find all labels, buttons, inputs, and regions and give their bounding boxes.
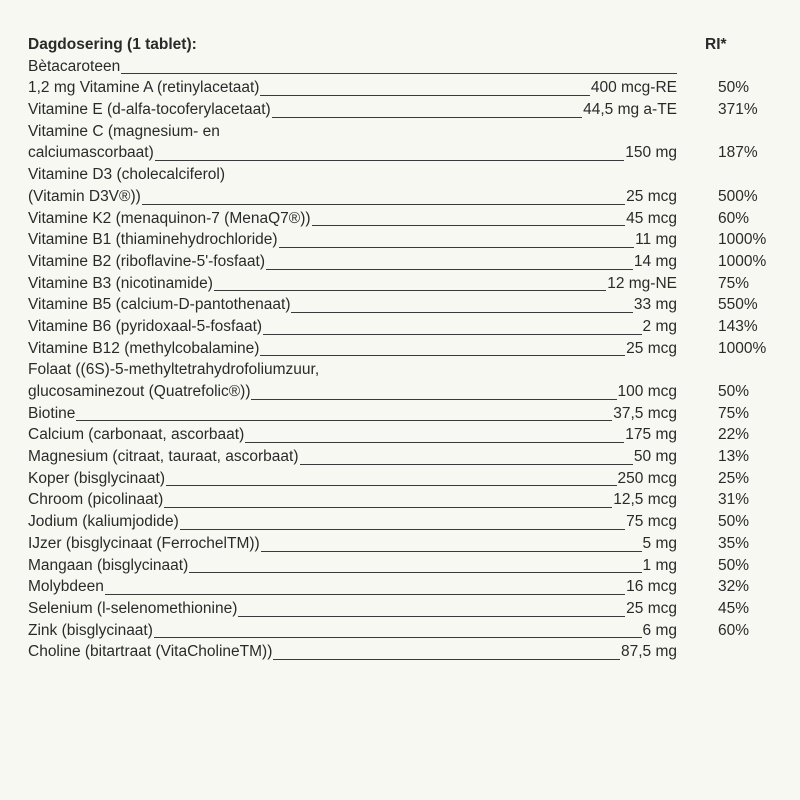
nutrient-row-line (28, 489, 778, 511)
nutrient-row-line (28, 403, 778, 425)
nutrient-name: IJzer (bisglycinaat (FerrochelTM)) (28, 533, 261, 555)
nutrient-name: 1,2 mg Vitamine A (retinylacetaat) (28, 77, 260, 99)
nutrient-row-line (28, 576, 778, 598)
nutrient-row-line (28, 99, 778, 121)
nutrient-amount: 12 mg-NE (606, 273, 677, 295)
nutrient-name: Zink (bisglycinaat) (28, 620, 154, 642)
nutrient-name: Vitamine B3 (nicotinamide) (28, 273, 214, 295)
nutrient-name: Mangaan (bisglycinaat) (28, 555, 189, 577)
ri-percentage: 32% (718, 578, 750, 596)
nutrient-row-line (28, 511, 778, 533)
nutrient-name: Biotine (28, 403, 76, 425)
nutrient-amount: 400 mcg-RE (590, 77, 677, 99)
nutrient-name: Selenium (l-selenomethionine) (28, 598, 238, 620)
nutrient-amount: 75 mcg (625, 511, 677, 533)
nutrient-amount: 11 mg (634, 229, 677, 251)
ri-percentage: 45% (718, 599, 750, 617)
nutrient-amount: 1 mg (642, 555, 677, 577)
nutrient-row-line (28, 468, 778, 490)
nutrient-name: Vitamine B5 (calcium-D-pantothenaat) (28, 294, 291, 316)
nutrient-name: Vitamine B12 (methylcobalamine) (28, 338, 260, 360)
ri-percentage: 50% (718, 513, 750, 531)
nutrient-amount: 2 mg (642, 316, 677, 338)
nutrient-amount: 25 mcg (625, 186, 677, 208)
nutrient-row-line (28, 208, 778, 230)
nutrient-name: Vitamine K2 (menaquinon-7 (MenaQ7®)) (28, 208, 312, 230)
nutrient-amount: 45 mcg (625, 208, 677, 230)
ri-column-header: RI* (705, 36, 727, 53)
ri-percentage: 13% (718, 448, 750, 466)
nutrient-row-line (28, 555, 778, 577)
ri-percentage: 50% (718, 556, 750, 574)
nutrient-row-line (28, 142, 778, 164)
nutrient-row-line (28, 251, 778, 273)
nutrient-row-line (28, 229, 778, 251)
nutrient-name: Magnesium (citraat, tauraat, ascorbaat) (28, 446, 300, 468)
nutrient-row-line (28, 381, 778, 403)
nutrient-row-line (28, 446, 778, 468)
nutrient-amount: 100 mcg (617, 381, 677, 403)
nutrient-amount: 25 mcg (625, 598, 677, 620)
dosage-title: Dagdosering (1 tablet): (28, 34, 198, 56)
nutrient-amount: 14 mg (633, 251, 677, 273)
leader-line (28, 73, 677, 74)
nutrient-row-line (28, 359, 778, 381)
nutrient-name: Vitamine E (d-alfa-tocoferylacetaat) (28, 99, 272, 121)
ri-percentage: 1000% (718, 231, 767, 249)
ri-percentage: 60% (718, 621, 750, 639)
nutrient-row-line (28, 533, 778, 555)
nutrient-row-line (28, 641, 778, 663)
nutrient-name: Koper (bisglycinaat) (28, 468, 166, 490)
nutrient-row-line (28, 273, 778, 295)
nutrient-row-line (28, 316, 778, 338)
dosage-panel (28, 34, 778, 663)
nutrient-name: Vitamine B2 (riboflavine-5'-fosfaat) (28, 251, 266, 273)
ri-percentage: 143% (718, 317, 758, 335)
nutrient-name: Choline (bitartraat (VitaCholineTM)) (28, 641, 273, 663)
ri-percentage: 1000% (718, 339, 767, 357)
nutrient-amount: 33 mg (633, 294, 677, 316)
nutrient-row-line (28, 56, 778, 78)
ri-percentage: 50% (718, 383, 750, 400)
nutrient-name: Vitamine D3 (cholecalciferol) (28, 164, 226, 186)
ri-percentage: 1000% (718, 252, 767, 270)
nutrient-row-line (28, 294, 778, 316)
nutrient-name: Bètacaroteen (28, 56, 121, 78)
nutrient-amount: 6 mg (642, 620, 677, 642)
nutrient-name: (Vitamin D3V®)) (28, 186, 142, 208)
ri-percentage: 60% (718, 209, 750, 227)
nutrient-name: Folaat ((6S)-5-methyltetrahydrofoliumzuur, (28, 359, 320, 381)
nutrient-row-line (28, 186, 778, 208)
header-row (28, 34, 778, 56)
nutrient-amount: 37,5 mcg (612, 403, 677, 425)
ri-percentage: 31% (718, 491, 750, 509)
nutrient-row-line (28, 598, 778, 620)
nutrient-name: Chroom (picolinaat) (28, 489, 164, 511)
nutrient-amount: 44,5 mg a-TE (582, 99, 677, 121)
nutrient-row-line (28, 620, 778, 642)
nutrient-row-line (28, 121, 778, 143)
nutrient-row-line (28, 77, 778, 99)
ri-percentage: 75% (718, 274, 750, 292)
ri-percentage: 550% (718, 296, 758, 314)
nutrient-row-line (28, 338, 778, 360)
nutrient-amount: 50 mg (633, 446, 677, 468)
leader-line (28, 420, 677, 421)
nutrient-amount: 5 mg (642, 533, 677, 555)
nutrient-amount: 25 mcg (625, 338, 677, 360)
nutrient-amount: 175 mg (624, 424, 677, 446)
ri-percentage: 75% (718, 404, 750, 422)
ri-percentage: 187% (718, 144, 758, 162)
nutrient-name: Jodium (kaliumjodide) (28, 511, 180, 533)
nutrient-list (28, 56, 778, 663)
leader-line (28, 594, 677, 595)
nutrient-row-line (28, 424, 778, 446)
nutrient-name: Vitamine C (magnesium- en (28, 121, 221, 143)
ri-percentage: 50% (718, 79, 750, 97)
nutrient-row-line (28, 164, 778, 186)
nutrient-amount: 250 mcg (617, 468, 677, 490)
nutrient-amount: 87,5 mg (620, 641, 677, 663)
nutrient-name: Vitamine B1 (thiaminehydrochloride) (28, 229, 279, 251)
nutrient-name: glucosaminezout (Quatrefolic®)) (28, 381, 251, 403)
ri-percentage: 371% (718, 101, 758, 119)
ri-percentage: 35% (718, 534, 750, 552)
nutrient-name: Vitamine B6 (pyridoxaal-5-fosfaat) (28, 316, 263, 338)
nutrient-amount: 12,5 mcg (612, 489, 677, 511)
nutrient-name: Molybdeen (28, 576, 105, 598)
ri-percentage: 22% (718, 426, 750, 444)
ri-percentage: 500% (718, 187, 758, 205)
nutrient-amount: 16 mcg (625, 576, 677, 598)
ri-percentage: 25% (718, 469, 750, 487)
nutrient-name: Calcium (carbonaat, ascorbaat) (28, 424, 245, 446)
nutrient-amount: 150 mg (624, 142, 677, 164)
nutrient-name: calciumascorbaat) (28, 142, 155, 164)
